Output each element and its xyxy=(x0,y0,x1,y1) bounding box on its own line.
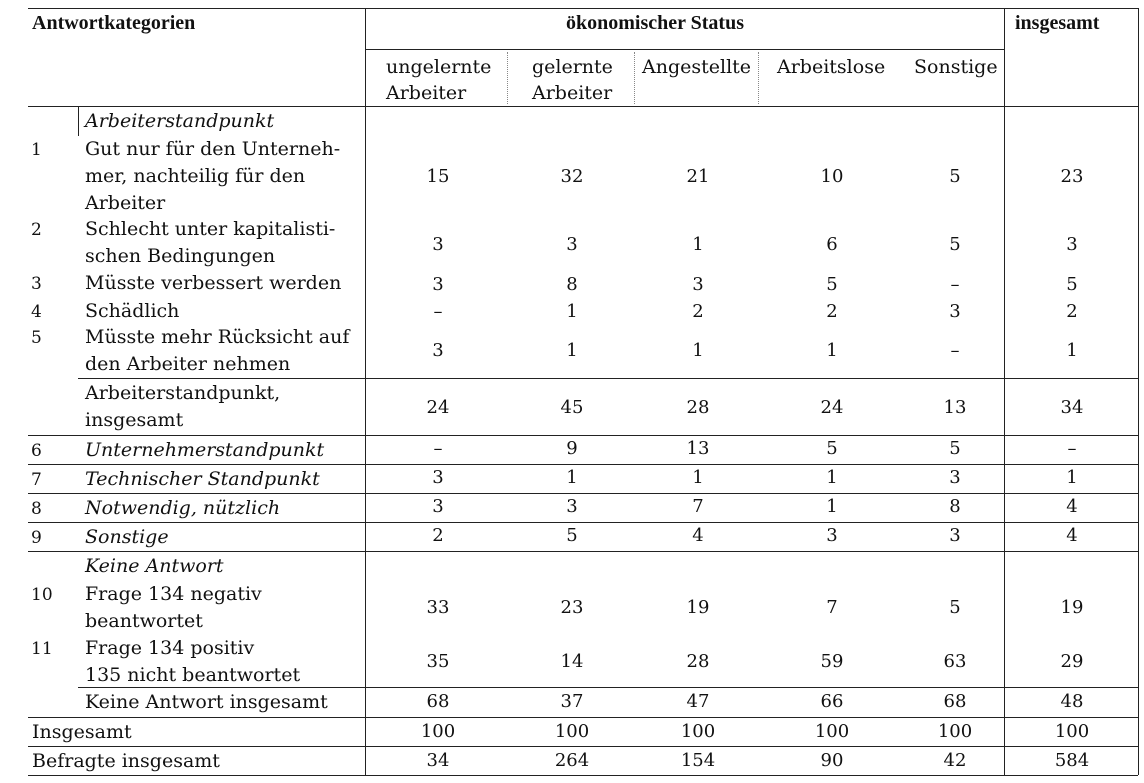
row-label: insgesamt xyxy=(85,409,184,431)
rule-subtotal-1 xyxy=(78,378,1138,379)
row-number: 3 xyxy=(31,274,42,294)
row-label: Gut nur für den Unterneh- xyxy=(85,138,341,160)
rule-right xyxy=(1138,8,1139,775)
column-header-line: ungelernte xyxy=(386,56,492,78)
column-header-line: Angestellte xyxy=(642,56,752,78)
table-cell: 24 xyxy=(820,397,844,418)
row-label: Frage 134 positiv xyxy=(85,637,255,659)
table-cell: 584 xyxy=(1054,750,1090,771)
row-label: beantwortet xyxy=(85,610,203,632)
row-label: 135 nicht beantwortet xyxy=(85,664,301,686)
table-cell: 35 xyxy=(426,651,450,672)
table-cell: 1 xyxy=(566,340,578,361)
header-total: insgesamt xyxy=(1015,12,1100,34)
rule-row-7 xyxy=(28,464,1138,465)
column-header-line: gelernte xyxy=(532,56,613,78)
table-cell: 1 xyxy=(692,340,704,361)
table-cell: 33 xyxy=(426,597,450,618)
table-cell: 100 xyxy=(814,721,850,742)
row-number: 2 xyxy=(31,220,42,240)
table-cell: – xyxy=(433,301,443,322)
rule-sub-2 xyxy=(634,52,635,104)
rule-left-category xyxy=(365,8,366,775)
table-cell: 47 xyxy=(686,691,710,712)
table-cell: 23 xyxy=(560,597,584,618)
table-cell: 100 xyxy=(420,721,456,742)
table-cell: 68 xyxy=(943,691,967,712)
table-cell: 23 xyxy=(1060,166,1084,187)
table-cell: 28 xyxy=(686,397,710,418)
table-cell: 5 xyxy=(949,438,961,459)
row-number: 7 xyxy=(31,470,42,490)
table-cell: 28 xyxy=(686,651,710,672)
table-cell: 5 xyxy=(826,438,838,459)
row-label: Technischer Standpunkt xyxy=(85,468,320,490)
table-cell: 1 xyxy=(826,496,838,517)
table-cell: – xyxy=(433,438,443,459)
row-number: 8 xyxy=(31,499,42,519)
table-cell: 3 xyxy=(566,496,578,517)
table-cell: 1 xyxy=(566,301,578,322)
table-cell: 9 xyxy=(566,438,578,459)
row-label: Schlecht unter kapitalisti- xyxy=(85,218,336,240)
table-cell: 13 xyxy=(686,438,710,459)
row-label: Arbeiterstandpunkt xyxy=(85,110,275,132)
row-label: Notwendig, nützlich xyxy=(85,497,281,519)
rule-total xyxy=(28,717,1138,718)
table-cell: 3 xyxy=(432,467,444,488)
table-cell: 21 xyxy=(686,166,710,187)
table-cell: 3 xyxy=(949,467,961,488)
table-cell: 3 xyxy=(826,525,838,546)
rule-left-total xyxy=(1004,8,1005,775)
table-cell: 2 xyxy=(1066,301,1078,322)
table-cell: 34 xyxy=(1060,397,1084,418)
table-cell: 1 xyxy=(692,234,704,255)
table-cell: 1 xyxy=(566,467,578,488)
table-cell: 5 xyxy=(949,234,961,255)
row-label: Insgesamt xyxy=(32,721,132,743)
rule-header-bottom xyxy=(28,106,1138,107)
table-cell: 2 xyxy=(692,301,704,322)
rule-row-10 xyxy=(28,551,1138,552)
column-header-line: Sonstige xyxy=(914,56,998,78)
row-label: Arbeiterstandpunkt, xyxy=(85,382,281,404)
column-header-line: Arbeitslose xyxy=(777,56,886,78)
row-number: 11 xyxy=(31,639,53,659)
row-label: Keine Antwort insgesamt xyxy=(85,691,328,713)
row-label: den Arbeiter nehmen xyxy=(85,353,291,375)
row-number: 1 xyxy=(31,140,42,160)
table-cell: 1 xyxy=(826,467,838,488)
table-cell: 15 xyxy=(426,166,450,187)
rule-sub-3 xyxy=(758,52,759,104)
table-cell: 63 xyxy=(943,651,967,672)
row-label: Arbeiter xyxy=(85,192,166,214)
table-cell: 3 xyxy=(1066,234,1078,255)
rule-sub-1 xyxy=(507,52,508,104)
table-cell: 45 xyxy=(560,397,584,418)
table-cell: 264 xyxy=(554,750,590,771)
table-cell: 100 xyxy=(554,721,590,742)
rule-respondents xyxy=(28,746,1138,747)
table-cell: 100 xyxy=(1054,721,1090,742)
table-cell: 3 xyxy=(949,525,961,546)
table-cell: 5 xyxy=(949,166,961,187)
table-cell: 5 xyxy=(566,525,578,546)
table-cell: 90 xyxy=(820,750,844,771)
row-label: Keine Antwort xyxy=(85,555,224,577)
header-group-title: ökonomischer Status xyxy=(566,12,744,34)
row-number: 10 xyxy=(31,585,53,605)
table-cell: 10 xyxy=(820,166,844,187)
rule-label-indent xyxy=(78,106,79,136)
table-cell: 32 xyxy=(560,166,584,187)
table-cell: 1 xyxy=(1066,467,1078,488)
table-cell: 48 xyxy=(1060,691,1084,712)
rule-top xyxy=(28,8,1138,9)
rule-row-9 xyxy=(28,522,1138,523)
table-cell: 5 xyxy=(949,597,961,618)
row-label: Müsste mehr Rücksicht auf xyxy=(85,326,350,348)
table-cell: 3 xyxy=(566,234,578,255)
table-cell: 24 xyxy=(426,397,450,418)
table-cell: 7 xyxy=(692,496,704,517)
table-cell: 3 xyxy=(432,234,444,255)
table-cell: 3 xyxy=(432,274,444,295)
row-number: 4 xyxy=(31,302,42,322)
row-number: 9 xyxy=(31,528,42,548)
table-cell: 2 xyxy=(826,301,838,322)
table-cell: 3 xyxy=(949,301,961,322)
table-cell: 68 xyxy=(426,691,450,712)
table-cell: – xyxy=(1067,438,1077,459)
row-label: schen Bedingungen xyxy=(85,245,276,267)
table-cell: 13 xyxy=(943,397,967,418)
row-number: 5 xyxy=(31,328,42,348)
table-cell: 29 xyxy=(1060,651,1084,672)
table-cell: 3 xyxy=(692,274,704,295)
table-cell: 3 xyxy=(432,496,444,517)
table-cell: 37 xyxy=(560,691,584,712)
table-cell: 7 xyxy=(826,597,838,618)
rule-row-6 xyxy=(28,435,1138,436)
table-cell: – xyxy=(950,274,960,295)
table-cell: 59 xyxy=(820,651,844,672)
table-cell: 154 xyxy=(680,750,716,771)
column-header-line: Arbeiter xyxy=(386,82,467,104)
table-cell: 1 xyxy=(1066,340,1078,361)
table-cell: 8 xyxy=(566,274,578,295)
table-cell: 1 xyxy=(826,340,838,361)
table-cell: 14 xyxy=(560,651,584,672)
table-cell: 1 xyxy=(692,467,704,488)
row-label: mer, nachteilig für den xyxy=(85,165,306,187)
row-label: Müsste verbessert werden xyxy=(85,272,342,294)
table-cell: 3 xyxy=(432,340,444,361)
table-cell: 5 xyxy=(826,274,838,295)
table-cell: 42 xyxy=(943,750,967,771)
table-cell: 4 xyxy=(1066,525,1078,546)
table-cell: 19 xyxy=(1060,597,1084,618)
table-cell: 6 xyxy=(826,234,838,255)
rule-group-header xyxy=(365,49,1004,50)
table-cell: 4 xyxy=(692,525,704,546)
table-cell: – xyxy=(950,340,960,361)
row-label: Befragte insgesamt xyxy=(32,750,220,772)
rule-row-8 xyxy=(28,493,1138,494)
row-label: Schädlich xyxy=(85,300,180,322)
table-cell: 100 xyxy=(937,721,973,742)
header-category: Antwortkategorien xyxy=(32,12,196,34)
row-label: Unternehmerstandpunkt xyxy=(85,439,325,461)
table-cell: 4 xyxy=(1066,496,1078,517)
rule-bottom xyxy=(28,775,1138,776)
table-cell: 2 xyxy=(432,525,444,546)
row-number: 6 xyxy=(31,441,42,461)
table-cell: 19 xyxy=(686,597,710,618)
table-cell: 8 xyxy=(949,496,961,517)
row-label: Sonstige xyxy=(85,526,169,548)
table-cell: 34 xyxy=(426,750,450,771)
row-label: Frage 134 negativ xyxy=(85,583,262,605)
table-cell: 5 xyxy=(1066,274,1078,295)
table-cell: 66 xyxy=(820,691,844,712)
table-cell: 100 xyxy=(680,721,716,742)
column-header-line: Arbeiter xyxy=(532,82,613,104)
